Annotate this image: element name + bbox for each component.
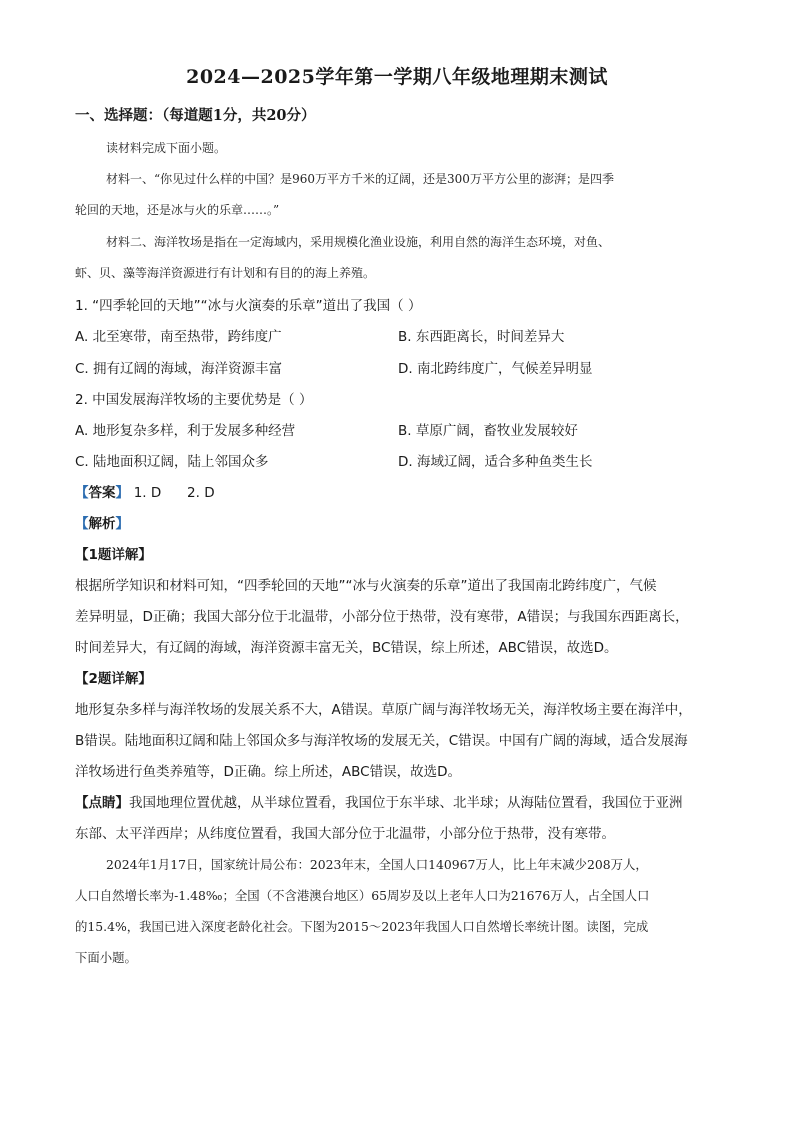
tips-line-1: 【点睛】我国地理位置优越，从半球位置看，我国位于东半球、北半球；从海陆位置看，我国位于亚洲 [75, 795, 683, 811]
answer-bracket-open: 【 [75, 485, 89, 501]
material-two-line-1: 材料二、海洋牧场是指在一定海域内，采用规模化渔业设施，利用自然的海洋生态环境，对鱼、 [106, 235, 611, 249]
answer-row [75, 481, 215, 501]
question-1-option-b: B. 东西距离长，时间差异大 [398, 329, 565, 345]
detail-1-heading: 【1题详解】 [75, 547, 152, 563]
reading-instruction: 读材料完成下面小题。 [106, 141, 227, 155]
answer-text: 1. D 2. D [133, 485, 215, 501]
stats-line-2: 人口自然增长率为-1.48‰；全国（不含港澳台地区）65周岁及以上老年人口为21676万人，占全国人口 [75, 888, 650, 903]
question-2-option-b: B. 草原广阔，畜牧业发展较好 [398, 423, 578, 439]
question-1-option-a: A. 北至寒带，南至热带，跨纬度广 [75, 329, 282, 345]
question-2-option-d: D. 海域辽阔，适合多种鱼类生长 [398, 454, 593, 470]
analysis-label: 解析 [88, 516, 116, 532]
question-2-stem: 2. 中国发展海洋牧场的主要优势是（ ） [75, 392, 313, 408]
question-2-option-a: A. 地形复杂多样，利于发展多种经营 [75, 423, 296, 439]
stats-line-1: 2024年1月17日，国家统计局公布：2023年末，全国人口140967万人，比上年末减少208万人， [106, 857, 648, 872]
page-title: 2024—2025学年第一学期八年级地理期末测试 [186, 66, 608, 88]
material-one-line-1: 材料一、“你见过什么样的中国？是960万平方千米的辽阔，还是300万平方公里的澎湃；是四季 [106, 172, 614, 186]
question-1-stem: 1. “四季轮回的天地”“冰与火演奏的乐章”道出了我国（ ） [75, 298, 422, 314]
detail-1-line-1: 根据所学知识和材料可知，“四季轮回的天地”“冰与火演奏的乐章”道出了我国南北跨纬度广，气候 [75, 578, 657, 594]
detail-2-heading: 【2题详解】 [75, 671, 152, 687]
stats-line-3: 的15.4%，我国已进入深度老龄化社会。下图为2015～2023年我国人口自然增长率统计图。读图，完成 [75, 919, 649, 934]
detail-2-label: 2题详解 [88, 671, 139, 687]
question-2-option-c: C. 陆地面积辽阔，陆上邻国众多 [75, 454, 269, 470]
detail-1-label: 1题详解 [88, 547, 139, 563]
detail-2-line-3: 洋牧场进行鱼类养殖等，D正确。综上所述，ABC错误，故选D。 [75, 764, 461, 780]
analysis-heading: 【解析】 [75, 516, 129, 532]
material-one-line-2: 轮回的天地，还是冰与火的乐章……。” [75, 203, 280, 217]
detail-2-line-1: 地形复杂多样与海洋牧场的发展关系不大，A错误。草原广阔与海洋牧场无关，海洋牧场主要在海洋中， [75, 702, 692, 718]
detail-1-line-2: 差异明显，D正确；我国大部分位于北温带，小部分位于热带，没有寒带，A错误；与我国东西距离长， [75, 609, 689, 625]
tips-text-1: 我国地理位置优越，从半球位置看，我国位于东半球、北半球；从海陆位置看，我国位于亚洲 [129, 795, 683, 811]
answer-label: 答案 [88, 485, 116, 501]
stats-line-4: 下面小题。 [75, 950, 137, 965]
detail-1-line-3: 时间差异大，有辽阔的海域，海洋资源丰富无关，BC错误，综上所述，ABC错误，故选D。 [75, 640, 618, 656]
section-heading: 一、选择题：（每道题1分，共20分） [75, 107, 316, 124]
tips-line-2: 东部、太平洋西岸；从纬度位置看，我国大部分位于北温带，小部分位于热带，没有寒带。 [75, 826, 615, 842]
answer-bracket-close: 】 [115, 485, 129, 501]
question-1-option-d: D. 南北跨纬度广，气候差异明显 [398, 361, 593, 377]
question-1-option-c: C. 拥有辽阔的海域，海洋资源丰富 [75, 361, 283, 377]
material-two-line-2: 虾、贝、藻等海洋资源进行有计划和有目的的海上养殖。 [75, 266, 376, 280]
tips-label: 点睛 [88, 795, 116, 811]
detail-2-line-2: B错误。陆地面积辽阔和陆上邻国众多与海洋牧场的发展无关，C错误。中国有广阔的海域，适合发展海 [75, 733, 688, 749]
